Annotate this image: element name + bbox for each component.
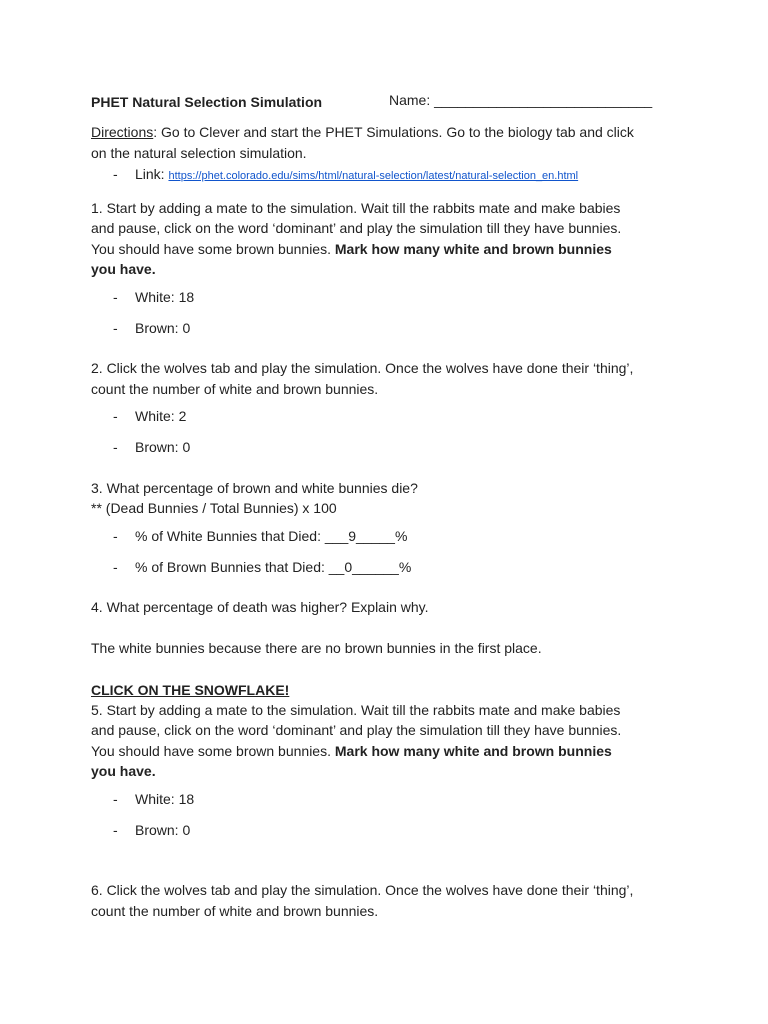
q3-white-pct-bullet <box>113 526 407 546</box>
q5-line-1: 5. Start by adding a mate to the simulation. Wait till the rabbits mate and make babies <box>91 702 621 718</box>
q5-white-value: White: 18 <box>135 791 195 807</box>
q6-line-1: 6. Click the wolves tab and play the simulation. Once the wolves have done their ‘thing’, <box>91 882 634 898</box>
q5-line-3-bold: Mark how many white and brown bunnies <box>334 743 612 759</box>
q3-line-1: 3. What percentage of brown and white bunnies die? <box>91 480 418 496</box>
link-bullet <box>113 164 578 186</box>
q5-line-3 <box>91 741 612 761</box>
bullet-dash: - <box>113 791 118 807</box>
bullet-dash: - <box>113 559 118 575</box>
snowflake-heading: CLICK ON THE SNOWFLAKE! <box>91 682 290 698</box>
q4-answer: The white bunnies because there are no brown bunnies in the first place. <box>91 640 542 656</box>
q5-line-3-plain: You should have some brown bunnies. <box>91 743 335 759</box>
bullet-dash: - <box>113 289 118 305</box>
q5-line-2: and pause, click on the word ‘dominant’ and play the simulation till they have bunnies. <box>91 722 622 738</box>
q5-line-4: you have. <box>91 763 156 779</box>
bullet-dash: - <box>113 320 118 336</box>
q3-white-pct: % of White Bunnies that Died: ___9_____% <box>135 528 408 544</box>
q1-white-value: White: 18 <box>135 289 195 305</box>
bullet-dash: - <box>113 822 118 838</box>
directions-text-1: : Go to Clever and start the PHET Simulations. Go to the biology tab and click <box>153 124 634 140</box>
q1-brown-bullet <box>113 318 190 338</box>
q4-question: 4. What percentage of death was higher? Explain why. <box>91 599 429 615</box>
directions-line-1 <box>91 122 634 142</box>
q1-line-3-plain: You should have some brown bunnies. <box>91 241 335 257</box>
q1-brown-value: Brown: 0 <box>135 320 191 336</box>
bullet-dash: - <box>113 166 118 182</box>
bullet-dash: - <box>113 528 118 544</box>
link-label: Link: <box>135 166 169 182</box>
q2-brown-value: Brown: 0 <box>135 439 191 455</box>
q1-line-4: you have. <box>91 261 156 277</box>
name-field-label: Name: ____________________________ <box>389 92 653 108</box>
q5-brown-value: Brown: 0 <box>135 822 191 838</box>
q2-white-value: White: 2 <box>135 408 187 424</box>
q2-line-1: 2. Click the wolves tab and play the simulation. Once the wolves have done their ‘thing’, <box>91 360 634 376</box>
q3-line-2: ** (Dead Bunnies / Total Bunnies) x 100 <box>91 500 337 516</box>
page-title: PHET Natural Selection Simulation <box>91 94 323 110</box>
title-row <box>91 92 322 112</box>
q1-line-3-bold: Mark how many white and brown bunnies <box>334 241 612 257</box>
q3-brown-pct-bullet <box>113 557 411 577</box>
q2-line-2: count the number of white and brown bunnies. <box>91 381 379 397</box>
q2-white-bullet <box>113 406 186 426</box>
q1-line-2: and pause, click on the word ‘dominant’ and play the simulation till they have bunnies. <box>91 220 622 236</box>
q2-brown-bullet <box>113 437 190 457</box>
q6-line-2: count the number of white and brown bunnies. <box>91 903 379 919</box>
q1-line-3 <box>91 239 612 259</box>
q1-line-1: 1. Start by adding a mate to the simulation. Wait till the rabbits mate and make babies <box>91 200 621 216</box>
q5-white-bullet <box>113 789 194 809</box>
directions-label: Directions <box>91 124 154 140</box>
directions-line-2: on the natural selection simulation. <box>91 145 307 161</box>
q5-brown-bullet <box>113 820 190 840</box>
simulation-link[interactable]: https://phet.colorado.edu/sims/html/natural-selection/latest/natural-selection_en.html <box>168 170 579 182</box>
bullet-dash: - <box>113 408 118 424</box>
q1-white-bullet <box>113 287 194 307</box>
q3-brown-pct: % of Brown Bunnies that Died: __0______% <box>135 559 412 575</box>
bullet-dash: - <box>113 439 118 455</box>
